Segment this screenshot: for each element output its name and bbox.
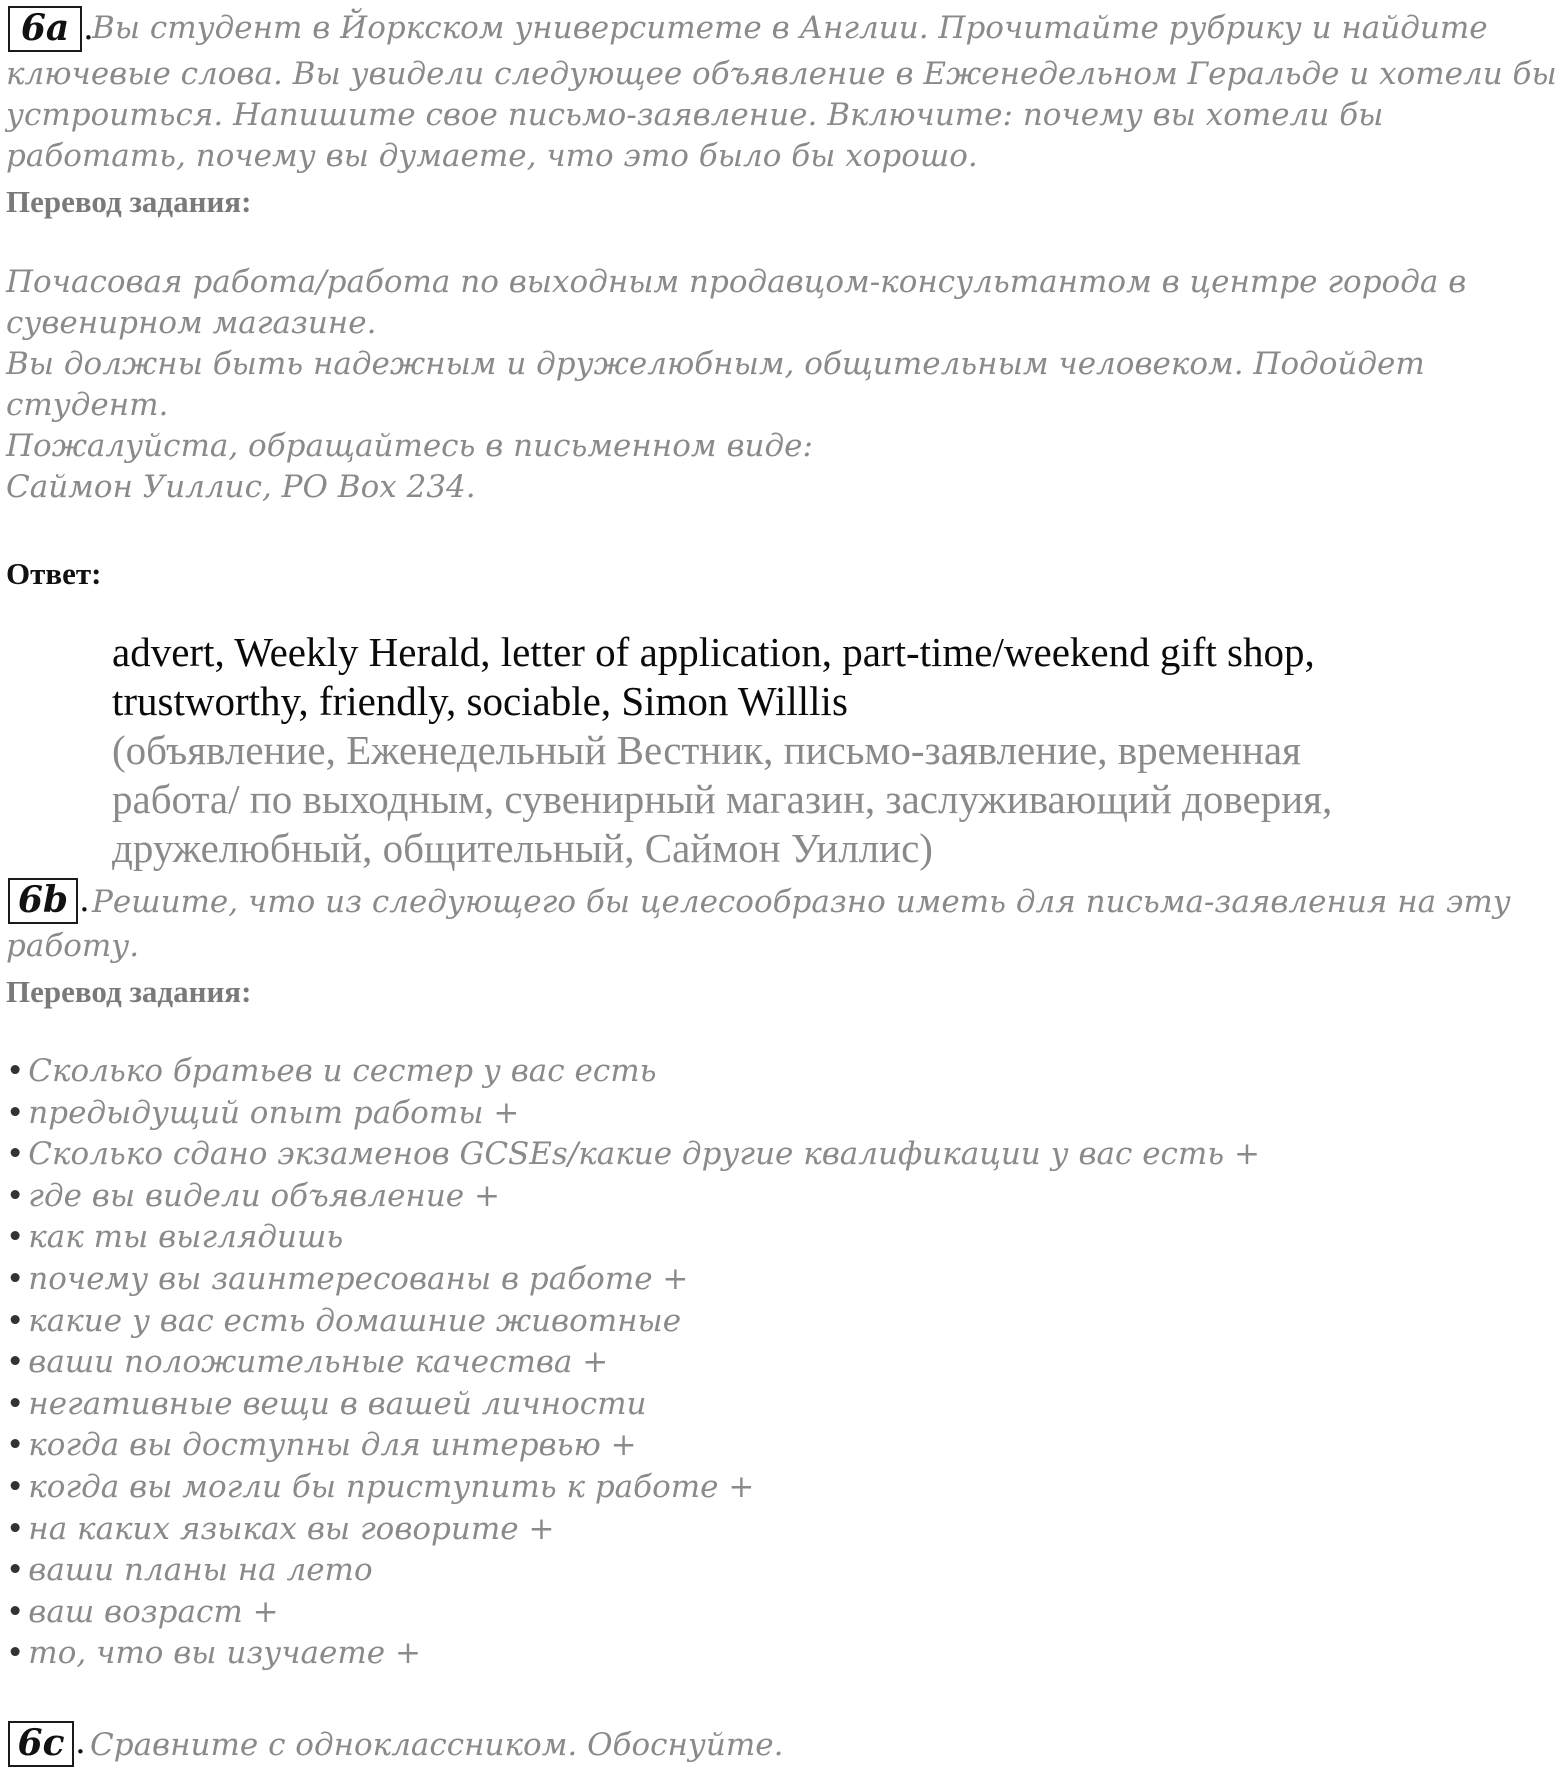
bullet-icon: • [6,1427,25,1463]
list-item [6,1219,343,1255]
bullet-icon: • [6,1386,25,1422]
translation-line-4: студент. [6,387,169,423]
list-item-text: негативные вещи в вашей личности [28,1386,647,1422]
task-6b-translation-heading: Перевод задания: [6,974,252,1009]
list-item [6,1303,681,1339]
list-item-text: на каких языках вы говорите + [28,1511,555,1547]
list-item [6,1261,688,1297]
bullet-icon: • [6,1178,25,1214]
bullet-icon: • [6,1095,25,1131]
list-item [6,1095,519,1131]
bullet-icon: • [6,1511,25,1547]
translation-line-3: Вы должны быть надежным и дружелюбным, общительным человеком. Подойдет [6,346,1425,382]
bullet-icon: • [6,1594,25,1630]
list-item-text: ваши планы на лето [28,1552,373,1588]
list-item-text: как ты выглядишь [28,1219,344,1255]
task-6a-line-2: ключевые слова. Вы увидели следующее объявление в Еженедельном Геральде и хотели бы [6,56,1557,92]
list-item [6,1511,554,1547]
bullet-icon: • [6,1136,25,1172]
list-item [6,1344,608,1380]
task-6b-line-1: Решите, что из следующего бы целесообразно иметь для письма-заявления на эту [92,884,1511,920]
translation-line-2: сувенирном магазине. [6,305,377,341]
task-6c-text: Сравните с одноклассником. Обоснуйте. [90,1727,784,1763]
task-6b-line-2: работу. [6,928,140,964]
translation-line-5: Пожалуйста, обращайтесь в письменном виде: [6,428,813,464]
answer-ru-line-2: работа/ по выходным, сувенирный магазин, заслуживающий доверия, [112,776,1333,822]
bullet-icon: • [6,1344,25,1380]
list-item-text: Сколько братьев и сестер у вас есть [28,1053,657,1089]
task-6b-dot: . [79,880,90,920]
bullet-icon: • [6,1552,25,1588]
list-item-text: ваши положительные качества + [28,1344,609,1380]
bullet-icon: • [6,1469,25,1505]
list-item-text: когда вы доступны для интервью + [28,1427,637,1463]
answer-en-line-2: trustworthy, friendly, sociable, Simon Willlis [112,678,848,724]
bullet-icon: • [6,1303,25,1339]
bullet-icon: • [6,1219,25,1255]
translation-line-1: Почасовая работа/работа по выходным продавцом-консультантом в центре города в [6,264,1467,300]
list-item [6,1053,657,1089]
list-item [6,1427,637,1463]
list-item-text: когда вы могли бы приступить к работе + [28,1469,755,1505]
list-item-text: почему вы заинтересованы в работе + [28,1261,689,1297]
list-item-text: предыдущий опыт работы + [28,1095,520,1131]
list-item-text: какие у вас есть домашние животные [28,1303,682,1339]
answer-en-line-1: advert, Weekly Herald, letter of application, part-time/weekend gift shop, [112,629,1315,675]
task-6b-label: 6b [8,878,78,924]
list-item [6,1469,754,1505]
task-6a-translation-heading: Перевод задания: [6,184,252,219]
task-6a-dot: . [83,8,94,48]
list-item [6,1386,646,1422]
bullet-icon: • [6,1261,25,1297]
list-item [6,1552,373,1588]
list-item [6,1635,421,1671]
task-6a-label: 6a [8,6,82,52]
task-6a-line-4: работать, почему вы думаете, что это было бы хорошо. [6,138,978,174]
task-6c-dot: . [75,1722,86,1762]
task-6c-label: 6c [8,1721,74,1767]
list-item [6,1136,1260,1172]
task-6a-line-1: Вы студент в Йоркском университете в Англии. Прочитайте рубрику и найдите [92,10,1488,46]
list-item-text: Сколько сдано экзаменов GCSEs/какие другие квалификации у вас есть + [28,1136,1261,1172]
answer-ru-line-1: (объявление, Еженедельный Вестник, письмо-заявление, временная [112,727,1301,773]
list-item-text: то, что вы изучаете + [28,1635,421,1671]
translation-line-6: Саймон Уиллис, PO Box 234. [6,469,476,505]
bullet-icon: • [6,1635,25,1671]
answer-heading: Ответ: [6,556,102,591]
list-item-text: ваш возраст + [28,1594,279,1630]
list-item [6,1594,279,1630]
task-6a-line-3: устроиться. Напишите свое письмо-заявление. Включите: почему вы хотели бы [6,97,1384,133]
list-item [6,1178,500,1214]
answer-ru-line-3: дружелюбный, общительный, Саймон Уиллис) [112,825,933,871]
list-item-text: где вы видели объявление + [28,1178,500,1214]
bullet-icon: • [6,1053,25,1089]
